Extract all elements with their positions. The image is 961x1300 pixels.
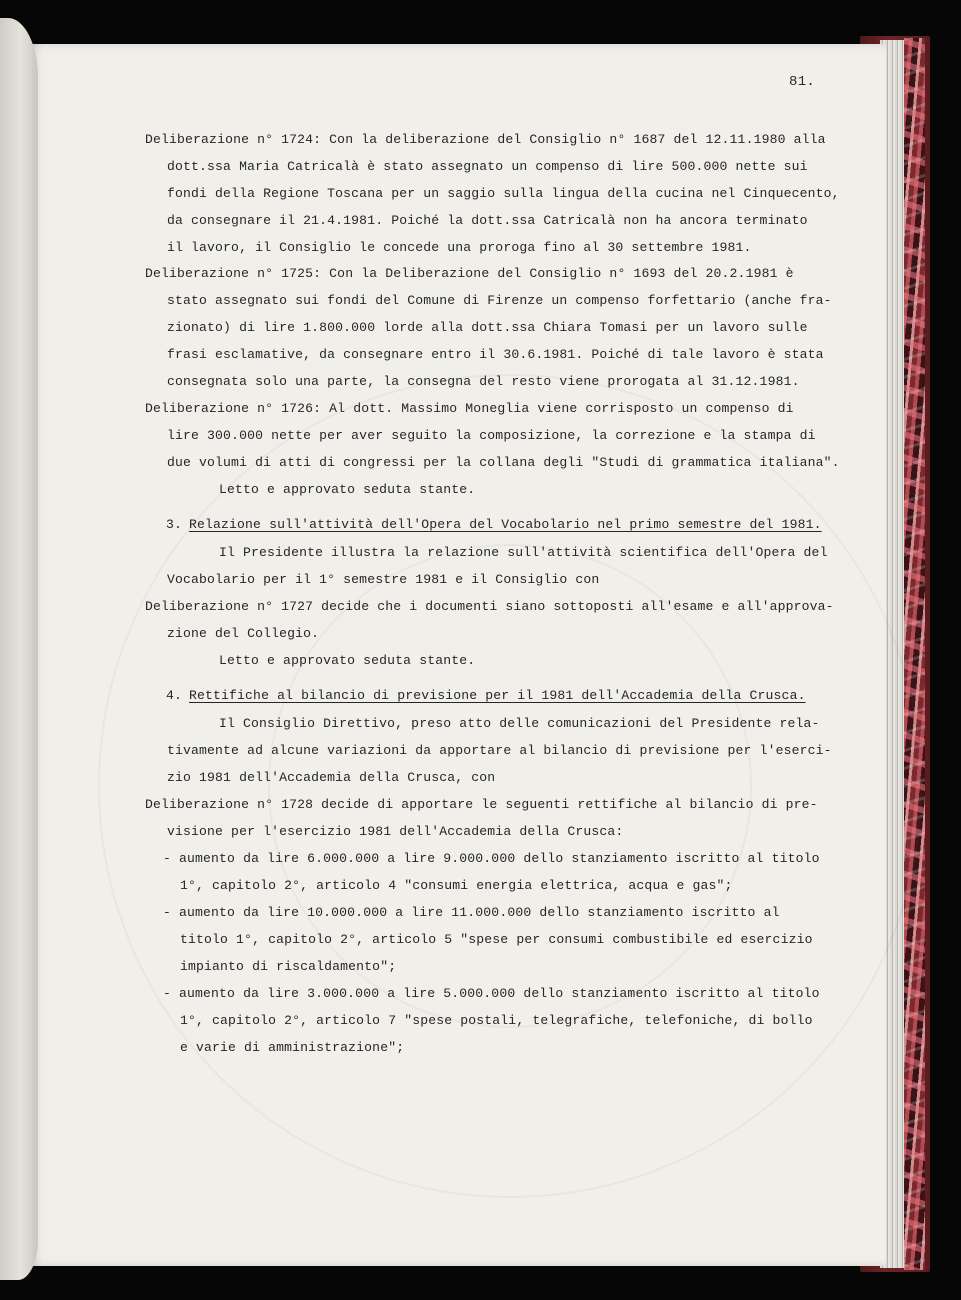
text-line: Deliberazione n° 1724: Con la deliberazione del Consiglio n° 1687 del 12.11.1980 alla (145, 132, 826, 147)
text-line: Deliberazione n° 1726: Al dott. Massimo Moneglia viene corrisposto un compenso di (145, 401, 794, 416)
text-line: 1°, capitolo 2°, articolo 7 "spese postali, telegrafiche, telefoniche, di bollo (180, 1013, 813, 1028)
watermark-seal-inner (268, 544, 752, 1028)
text-line: tivamente ad alcune variazioni da apportare al bilancio di previsione per l'eserci- (167, 743, 832, 758)
marbled-edge (904, 38, 925, 1270)
text-line: il lavoro, il Consiglio le concede una proroga fino al 30 settembre 1981. (167, 240, 752, 255)
text-line: Il Presidente illustra la relazione sull'attività scientifica dell'Opera del (219, 545, 828, 560)
facing-page-edge (0, 18, 38, 1280)
text-line: 1°, capitolo 2°, articolo 4 "consumi energia elettrica, acqua e gas"; (180, 878, 733, 893)
text-line: Letto e approvato seduta stante. (219, 653, 476, 668)
text-line: lire 300.000 nette per aver seguito la composizione, la correzione e la stampa di (167, 428, 816, 443)
text-line: Il Consiglio Direttivo, preso atto delle comunicazioni del Presidente rela- (219, 716, 820, 731)
section-heading: Rettifiche al bilancio di previsione per il 1981 dell'Accademia della Crusca. (189, 688, 806, 703)
text-line: Letto e approvato seduta stante. (219, 482, 476, 497)
text-line: Deliberazione n° 1728 decide di apportare le seguenti rettifiche al bilancio di pre- (145, 797, 818, 812)
text-line: dott.ssa Maria Catricalà è stato assegnato un compenso di lire 500.000 nette sui (167, 159, 808, 174)
text-line: impianto di riscaldamento"; (180, 959, 397, 974)
section-heading: Relazione sull'attività dell'Opera del Vocabolario nel primo semestre del 1981. (189, 517, 822, 532)
text-line: due volumi di atti di congressi per la collana degli "Studi di grammatica italiana". (167, 455, 840, 470)
text-line: da consegnare il 21.4.1981. Poiché la dott.ssa Catricalà non ha ancora terminato (167, 213, 808, 228)
text-line: titolo 1°, capitolo 2°, articolo 5 "spese per consumi combustibile ed esercizio (180, 932, 813, 947)
text-line: zio 1981 dell'Accademia della Crusca, con (167, 770, 496, 785)
text-line: zione del Collegio. (167, 626, 320, 641)
text-line: Deliberazione n° 1725: Con la Deliberazione del Consiglio n° 1693 del 20.2.1981 è (145, 266, 794, 281)
text-line: consegnata solo una parte, la consegna del resto viene prorogata al 31.12.1981. (167, 374, 800, 389)
text-line: fondi della Regione Toscana per un saggio sulla lingua della cucina nel Cinquecento, (167, 186, 840, 201)
text-line: frasi esclamative, da consegnare entro il 30.6.1981. Poiché di tale lavoro è stata (167, 347, 824, 362)
text-line: stato assegnato sui fondi del Comune di Firenze un compenso forfettario (anche fra- (167, 293, 832, 308)
text-line: visione per l'esercizio 1981 dell'Accademia della Crusca: (167, 824, 624, 839)
list-item: - aumento da lire 10.000.000 a lire 11.000.000 dello stanziamento iscritto al (163, 905, 780, 920)
section-number: 4. (166, 688, 183, 703)
page-number: 81. (789, 74, 816, 90)
text-line: Vocabolario per il 1° semestre 1981 e il Consiglio con (167, 572, 600, 587)
text-line: zionato) di lire 1.800.000 lorde alla dott.ssa Chiara Tomasi per un lavoro sulle (167, 320, 808, 335)
text-line: e varie di amministrazione"; (180, 1040, 405, 1055)
section-number: 3. (166, 517, 183, 532)
list-item: - aumento da lire 6.000.000 a lire 9.000.000 dello stanziamento iscritto al titolo (163, 851, 820, 866)
text-line: Deliberazione n° 1727 decide che i documenti siano sottoposti all'esame e all'approva- (145, 599, 834, 614)
list-item: - aumento da lire 3.000.000 a lire 5.000.000 dello stanziamento iscritto al titolo (163, 986, 820, 1001)
